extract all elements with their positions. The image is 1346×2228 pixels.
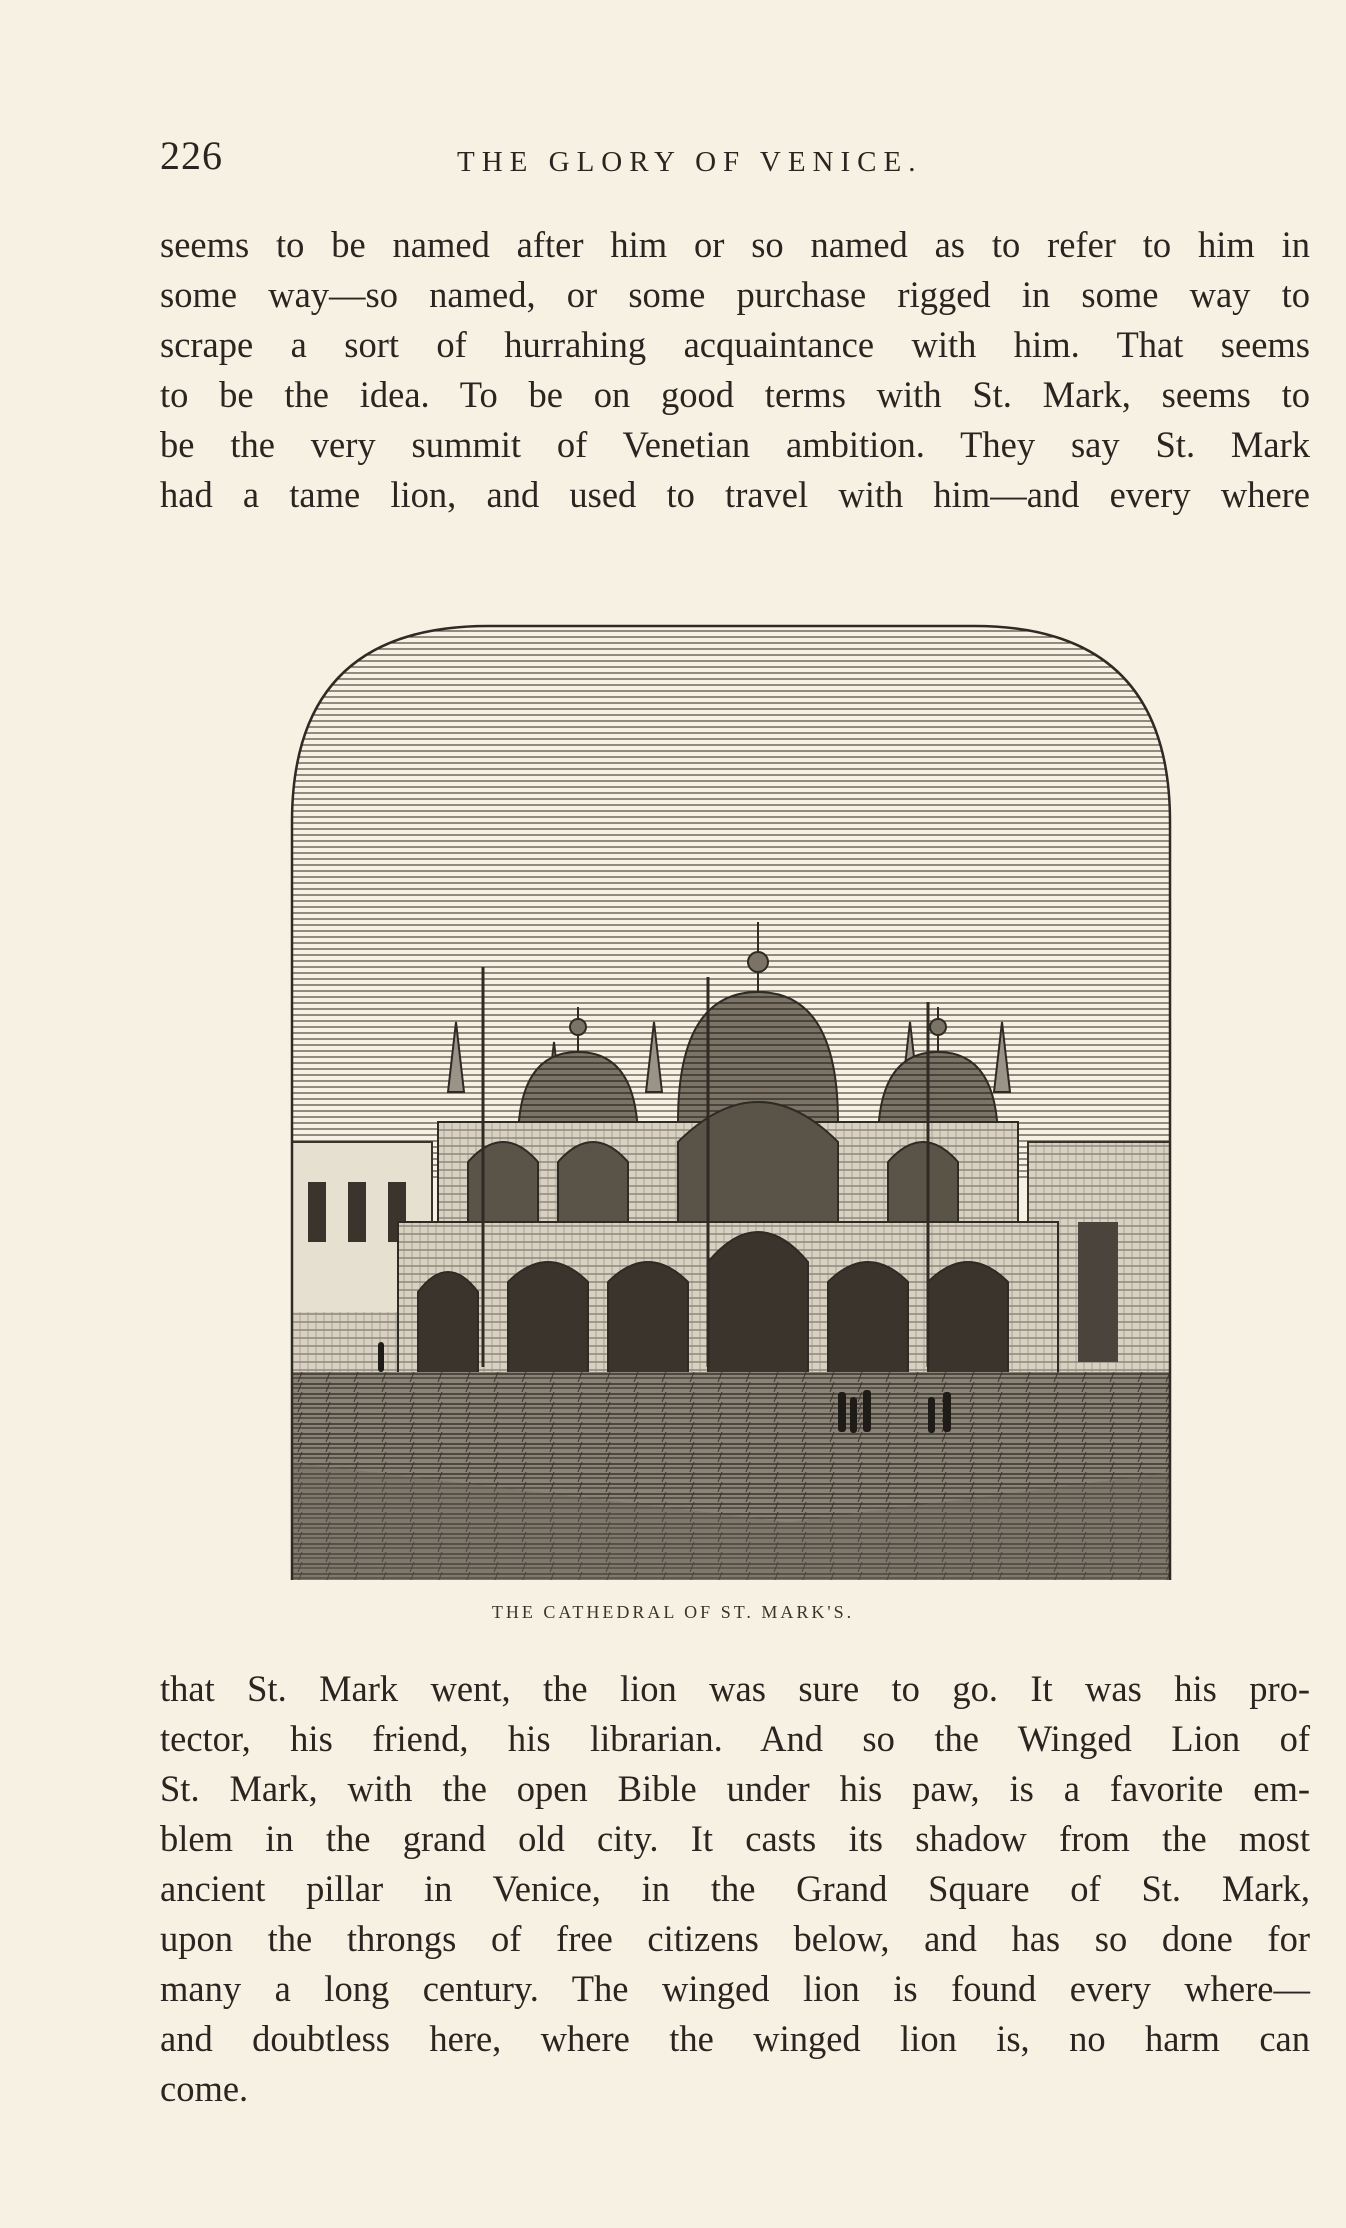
text-line: some way—so named, or some purchase rigged in some way to bbox=[160, 274, 1310, 315]
text-line: many a long century. The winged lion is found every where— bbox=[160, 1968, 1310, 2009]
text-line: St. Mark, with the open Bible under his paw, is a favorite em- bbox=[160, 1768, 1310, 1809]
figure-caption: THE CATHEDRAL OF ST. MARK'S. bbox=[491, 1602, 855, 1622]
text-line: had a tame lion, and used to travel with him—and every where bbox=[160, 474, 1310, 515]
text-line: be the very summit of Venetian ambition. They say St. Mark bbox=[160, 424, 1310, 465]
text-line: ancient pillar in Venice, in the Grand Square of St. Mark, bbox=[160, 1868, 1310, 1909]
running-head bbox=[160, 132, 1310, 182]
text-line: seems to be named after him or so named as to refer to him in bbox=[160, 224, 1310, 265]
engraving-illustration bbox=[288, 622, 1174, 1582]
text-line: to be the idea. To be on good terms with St. Mark, seems to bbox=[160, 374, 1310, 415]
page-number: 226 bbox=[160, 133, 223, 178]
paragraph-top bbox=[160, 220, 1310, 520]
text-line: that St. Mark went, the lion was sure to go. It was his pro- bbox=[160, 1668, 1310, 1709]
paragraph-bottom bbox=[160, 1664, 1310, 2114]
text-line: upon the throngs of free citizens below, and has so done for bbox=[160, 1918, 1310, 1959]
text-line: and doubtless here, where the winged lion is, no harm can bbox=[160, 2018, 1310, 2059]
text-line: scrape a sort of hurrahing acquaintance with him. That seems bbox=[160, 324, 1310, 365]
running-title: THE GLORY OF VENICE. bbox=[457, 146, 923, 178]
cathedral-engraving bbox=[288, 622, 1174, 1582]
text-line: come. bbox=[160, 2068, 249, 2109]
text-line: blem in the grand old city. It casts its shadow from the most bbox=[160, 1818, 1310, 1859]
text-line: tector, his friend, his librarian. And so the Winged Lion of bbox=[160, 1718, 1310, 1759]
